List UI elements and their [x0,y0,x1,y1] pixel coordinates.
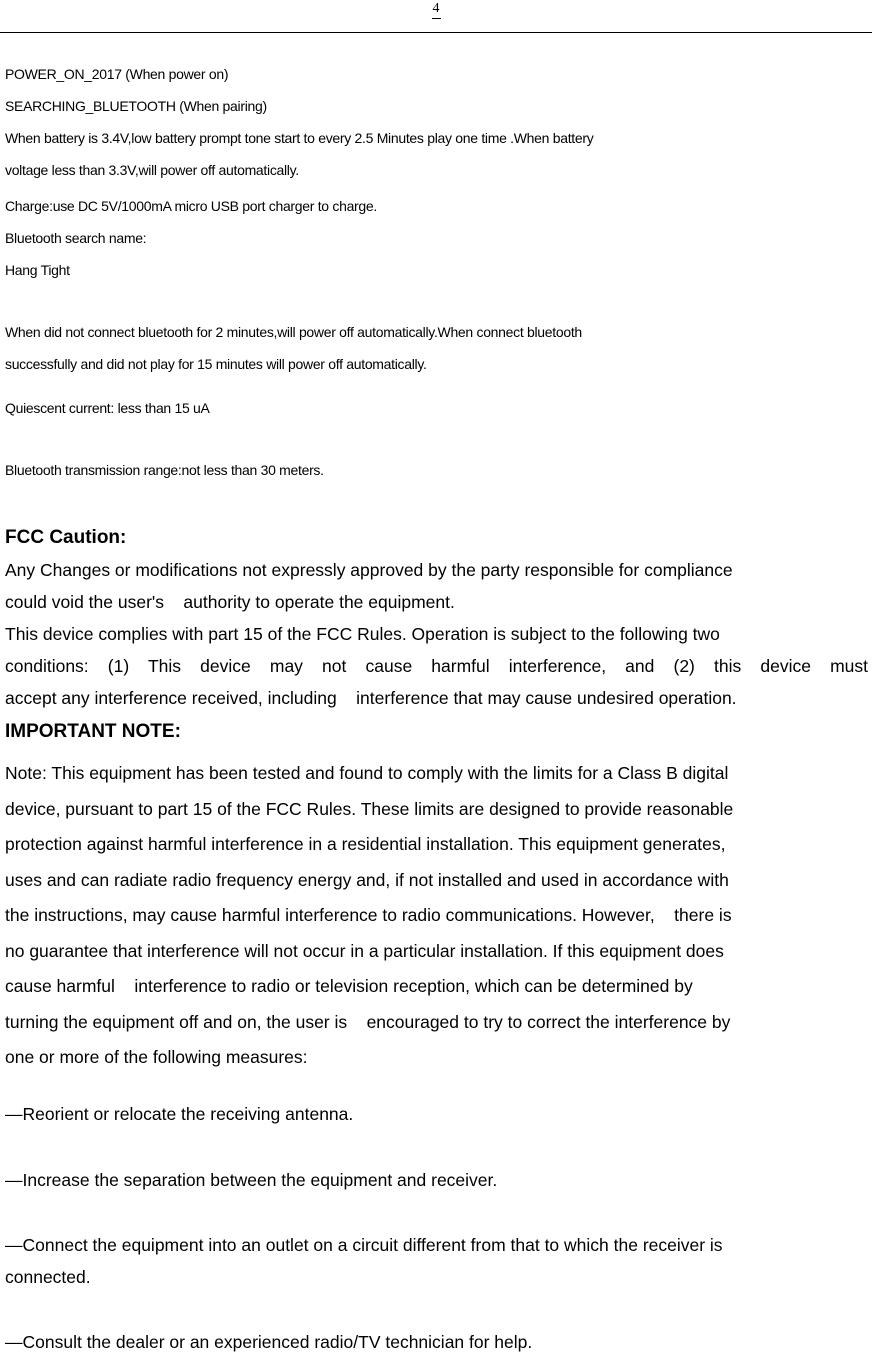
header-rule [0,32,872,33]
note-line: the instructions, may cause harmful interference to radio communications. However, there is [5,905,732,925]
note-line: uses and can radiate radio frequency energy and, if not installed and used in accordance with [5,869,729,890]
auto-off-line-2: successfully and did not play for 15 minutes will power off automatically. [5,356,427,372]
fcc-line: Any Changes or modifications not expressly approved by the party responsible for compliance [5,560,733,580]
note-line: no guarantee that interference will not occur in a particular installation. If this equipment does [5,940,724,961]
note-line: device, pursuant to part 15 of the FCC Rules. These limits are designed to provide reasonable [5,798,734,819]
fcc-caution-heading: FCC Caution: [5,527,127,548]
battery-line-2: voltage less than 3.3V,will power off automatically. [5,162,299,178]
power-on-line: POWER_ON_2017 (When power on) [5,66,229,82]
note-line: Note: This equipment has been tested and found to comply with the limits for a Class B digital [5,763,729,783]
charge-line: Charge:use DC 5V/1000mA micro USB port charger to charge. [5,198,377,214]
auto-off-line-1: When did not connect bluetooth for 2 minutes,will power off automatically.When connect bluetooth [5,324,582,340]
fcc-line: could void the user's authority to operate the equipment. [5,592,455,612]
note-line: one or more of the following measures: [5,1047,308,1067]
important-note-heading: IMPORTANT NOTE: [5,721,181,742]
battery-line-1: When battery is 3.4V,low battery prompt tone start to every 2.5 Minutes play one time .When battery [5,130,594,146]
measure-outlet-line-1: —Connect the equipment into an outlet on a circuit different from that to which the receiver is [5,1235,723,1255]
note-line: turning the equipment off and on, the user is encouraged to try to correct the interference by [5,1011,731,1032]
measure-reorient: —Reorient or relocate the receiving antenna. [5,1104,354,1124]
measure-separation: —Increase the separation between the equipment and receiver. [5,1170,498,1190]
fcc-line: conditions: (1) This device may not cause harmful interference, and (2) this device must [5,656,868,676]
fcc-line: This device complies with part 15 of the FCC Rules. Operation is subject to the following two [5,624,720,644]
fcc-caution-text [5,554,868,714]
measure-outlet-line-2: connected. [5,1267,91,1287]
quiescent-current: Quiescent current: less than 15 uA [5,400,210,416]
note-line: cause harmful interference to radio or television reception, which can be determined by [5,976,693,996]
transmission-range: Bluetooth transmission range:not less than 30 meters. [5,462,324,478]
fcc-line: accept any interference received, including interference that may cause undesired operation. [5,688,737,708]
search-name-label: Bluetooth search name: [5,230,147,246]
important-note-text [5,756,868,1076]
note-line: protection against harmful interference in a residential installation. This equipment generates, [5,834,726,854]
page-number: 4 [0,0,872,19]
measure-consult: —Consult the dealer or an experienced radio/TV technician for help. [5,1332,533,1352]
searching-line: SEARCHING_BLUETOOTH (When pairing) [5,98,267,114]
search-name-value: Hang Tight [5,262,70,278]
